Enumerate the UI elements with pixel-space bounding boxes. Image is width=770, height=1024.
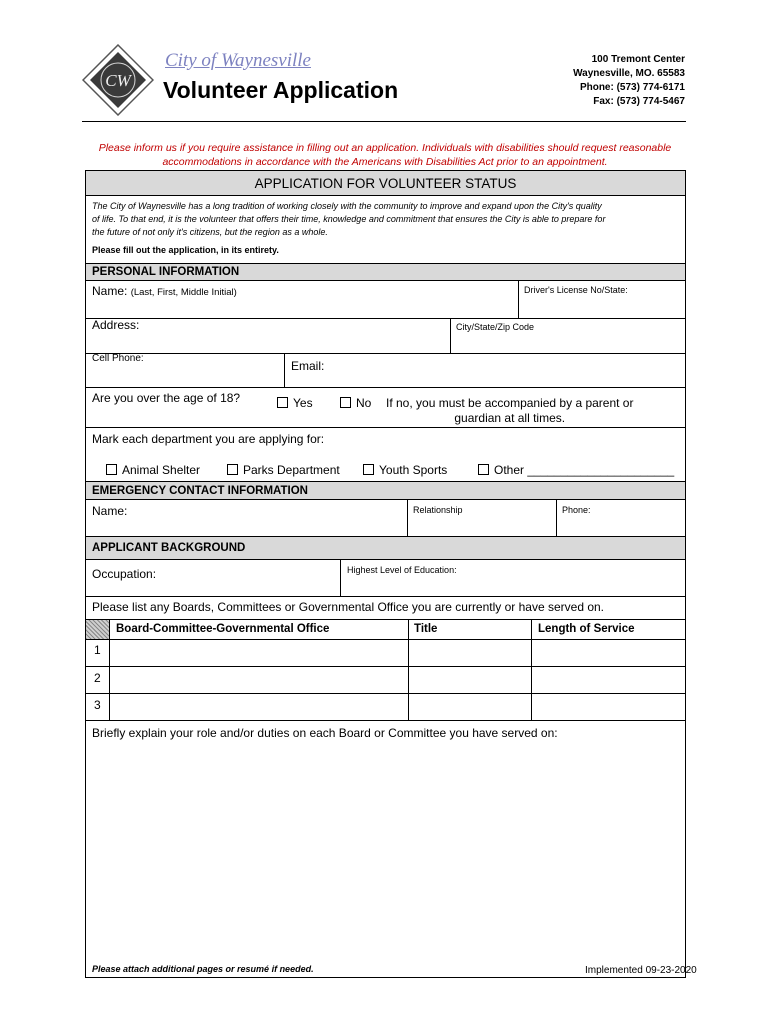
row-number: 2 <box>94 671 101 685</box>
board-title-field[interactable] <box>413 699 527 714</box>
explain-prompt: Briefly explain your role and/or duties on each Board or Committee you have served on: <box>92 726 558 740</box>
city-address <box>573 53 685 109</box>
row-divider <box>86 387 685 388</box>
board-length-field[interactable] <box>536 672 682 687</box>
column-header-length: Length of Service <box>538 623 635 635</box>
license-label: Driver's License No/State: <box>524 285 628 295</box>
name-label <box>92 284 237 298</box>
address-line: 100 Tremont Center <box>591 54 685 65</box>
age-yes-option[interactable] <box>277 396 313 410</box>
divider <box>518 281 519 318</box>
board-length-field[interactable] <box>536 644 682 659</box>
form-title: APPLICATION FOR VOLUNTEER STATUS <box>254 176 517 191</box>
board-office-field[interactable] <box>114 699 404 714</box>
form-intro <box>92 200 605 239</box>
relationship-field[interactable] <box>413 519 551 533</box>
divider <box>556 500 557 536</box>
city-state-zip-field[interactable] <box>456 335 682 349</box>
board-length-field[interactable] <box>536 699 682 714</box>
personal-info-heading: PERSONAL INFORMATION <box>92 266 240 278</box>
checkbox-icon[interactable] <box>478 464 489 475</box>
relationship-label: Relationship <box>413 505 463 515</box>
checkbox-icon[interactable] <box>363 464 374 475</box>
table-column-divider <box>531 619 532 720</box>
table-row-divider <box>86 666 685 667</box>
address-field[interactable] <box>156 335 436 349</box>
divider <box>407 500 408 536</box>
intro-line: of life. To that end, it is the volunteer that offers their time, knowledge and commitment that ensures the City is able to prepare for <box>92 214 606 224</box>
age-question: Are you over the age of 18? <box>92 391 241 405</box>
age-note-line: guardian at all times. <box>454 411 566 425</box>
education-label: Highest Level of Education: <box>347 565 457 575</box>
attach-note: Please attach additional pages or resumé if needed. <box>92 964 314 974</box>
cell-phone-label: Cell Phone: <box>92 353 144 364</box>
name-label-text: Name: <box>92 284 128 298</box>
header-divider <box>82 121 686 122</box>
table-column-divider <box>109 619 110 720</box>
boards-prompt: Please list any Boards, Committees or Governmental Office you are currently or have served on. <box>92 600 605 614</box>
department-label: Parks Department <box>243 463 340 477</box>
notice-line: accommodations in accordance with the Americans with Disabilities Act prior to an appointment. <box>162 156 608 168</box>
divider <box>284 353 285 387</box>
name-hint: (Last, First, Middle Initial) <box>130 287 237 298</box>
emergency-name-field[interactable] <box>134 517 400 531</box>
occupation-label: Occupation: <box>92 567 157 581</box>
table-column-divider <box>408 619 409 720</box>
column-header-title: Title <box>414 623 438 635</box>
emergency-phone-field[interactable] <box>562 519 682 533</box>
row-number: 3 <box>94 698 101 712</box>
name-field[interactable] <box>236 299 506 313</box>
applicant-background-header <box>86 536 685 560</box>
department-other[interactable] <box>478 463 674 477</box>
age-no-option[interactable] <box>340 396 371 410</box>
department-parks[interactable] <box>227 463 340 477</box>
logo-letters: CW <box>105 71 131 90</box>
form-title-band <box>86 171 685 196</box>
city-state-zip-label: City/State/Zip Code <box>456 322 535 332</box>
department-prompt: Mark each department you are applying for: <box>92 432 325 446</box>
emergency-name-label: Name: <box>92 504 128 518</box>
divider <box>340 560 341 596</box>
role-duties-textarea[interactable] <box>92 746 680 958</box>
license-field[interactable] <box>524 299 682 313</box>
board-title-field[interactable] <box>413 644 527 659</box>
checkbox-icon[interactable] <box>227 464 238 475</box>
row-divider <box>86 318 685 319</box>
board-title-field[interactable] <box>413 672 527 687</box>
page-title: Volunteer Application <box>163 77 399 103</box>
no-label: No <box>356 396 372 410</box>
cell-phone-field[interactable] <box>92 369 272 383</box>
notice-line: Please inform us if you require assistance in filling out an application. Individuals with disabilities should request reasonable <box>98 142 672 154</box>
checkbox-icon[interactable] <box>277 397 288 408</box>
row-number: 1 <box>94 643 101 657</box>
education-field[interactable] <box>347 579 682 593</box>
yes-label: Yes <box>293 396 313 410</box>
row-divider <box>86 427 685 428</box>
address-label: Address: <box>92 318 140 332</box>
department-label: Other ______________________ <box>494 463 675 477</box>
application-form <box>85 170 686 978</box>
address-line: Waynesville, MO. 65583 <box>573 68 685 79</box>
occupation-field[interactable] <box>166 567 336 582</box>
row-divider <box>86 353 685 354</box>
age-note-line: If no, you must be accompanied by a parent or <box>386 396 634 410</box>
email-field[interactable] <box>331 359 681 375</box>
table-row-divider <box>86 693 685 694</box>
department-youth-sports[interactable] <box>363 463 447 477</box>
table-corner-cell <box>86 620 109 639</box>
department-label: Animal Shelter <box>122 463 201 477</box>
board-office-field[interactable] <box>114 644 404 659</box>
city-logo <box>82 44 154 116</box>
form-instruction: Please fill out the application, in its entirety. <box>92 245 279 255</box>
personal-info-header <box>86 263 685 281</box>
city-name-link[interactable]: City of Waynesville <box>165 50 311 71</box>
applicant-background-heading: APPLICANT BACKGROUND <box>92 542 246 554</box>
implemented-date: Implemented 09-23-2020 <box>585 965 697 976</box>
table-top-border <box>86 619 685 620</box>
emergency-contact-heading: EMERGENCY CONTACT INFORMATION <box>92 485 308 497</box>
phone-line: Phone: (573) 774-6171 <box>579 82 685 93</box>
accessibility-notice <box>80 141 690 169</box>
fax-line: Fax: (573) 774-5467 <box>593 96 685 107</box>
table-bottom-border <box>86 720 685 721</box>
row-divider <box>86 596 685 597</box>
checkbox-icon[interactable] <box>340 397 351 408</box>
table-row-divider <box>86 639 685 640</box>
emergency-phone-label: Phone: <box>562 505 591 515</box>
department-animal-shelter[interactable] <box>106 463 200 477</box>
email-label: Email: <box>291 359 325 373</box>
board-office-field[interactable] <box>114 672 404 687</box>
emergency-contact-header <box>86 481 685 500</box>
divider <box>450 318 451 353</box>
checkbox-icon[interactable] <box>106 464 117 475</box>
intro-line: the future of not only it's citizens, but the region as a whole. <box>92 227 328 237</box>
age-note <box>386 396 633 426</box>
department-label: Youth Sports <box>379 463 448 477</box>
column-header-office: Board-Committee-Governmental Office <box>116 623 330 635</box>
intro-line: The City of Waynesville has a long tradition of working closely with the community to improve and expand upon the City's quality <box>92 201 602 211</box>
